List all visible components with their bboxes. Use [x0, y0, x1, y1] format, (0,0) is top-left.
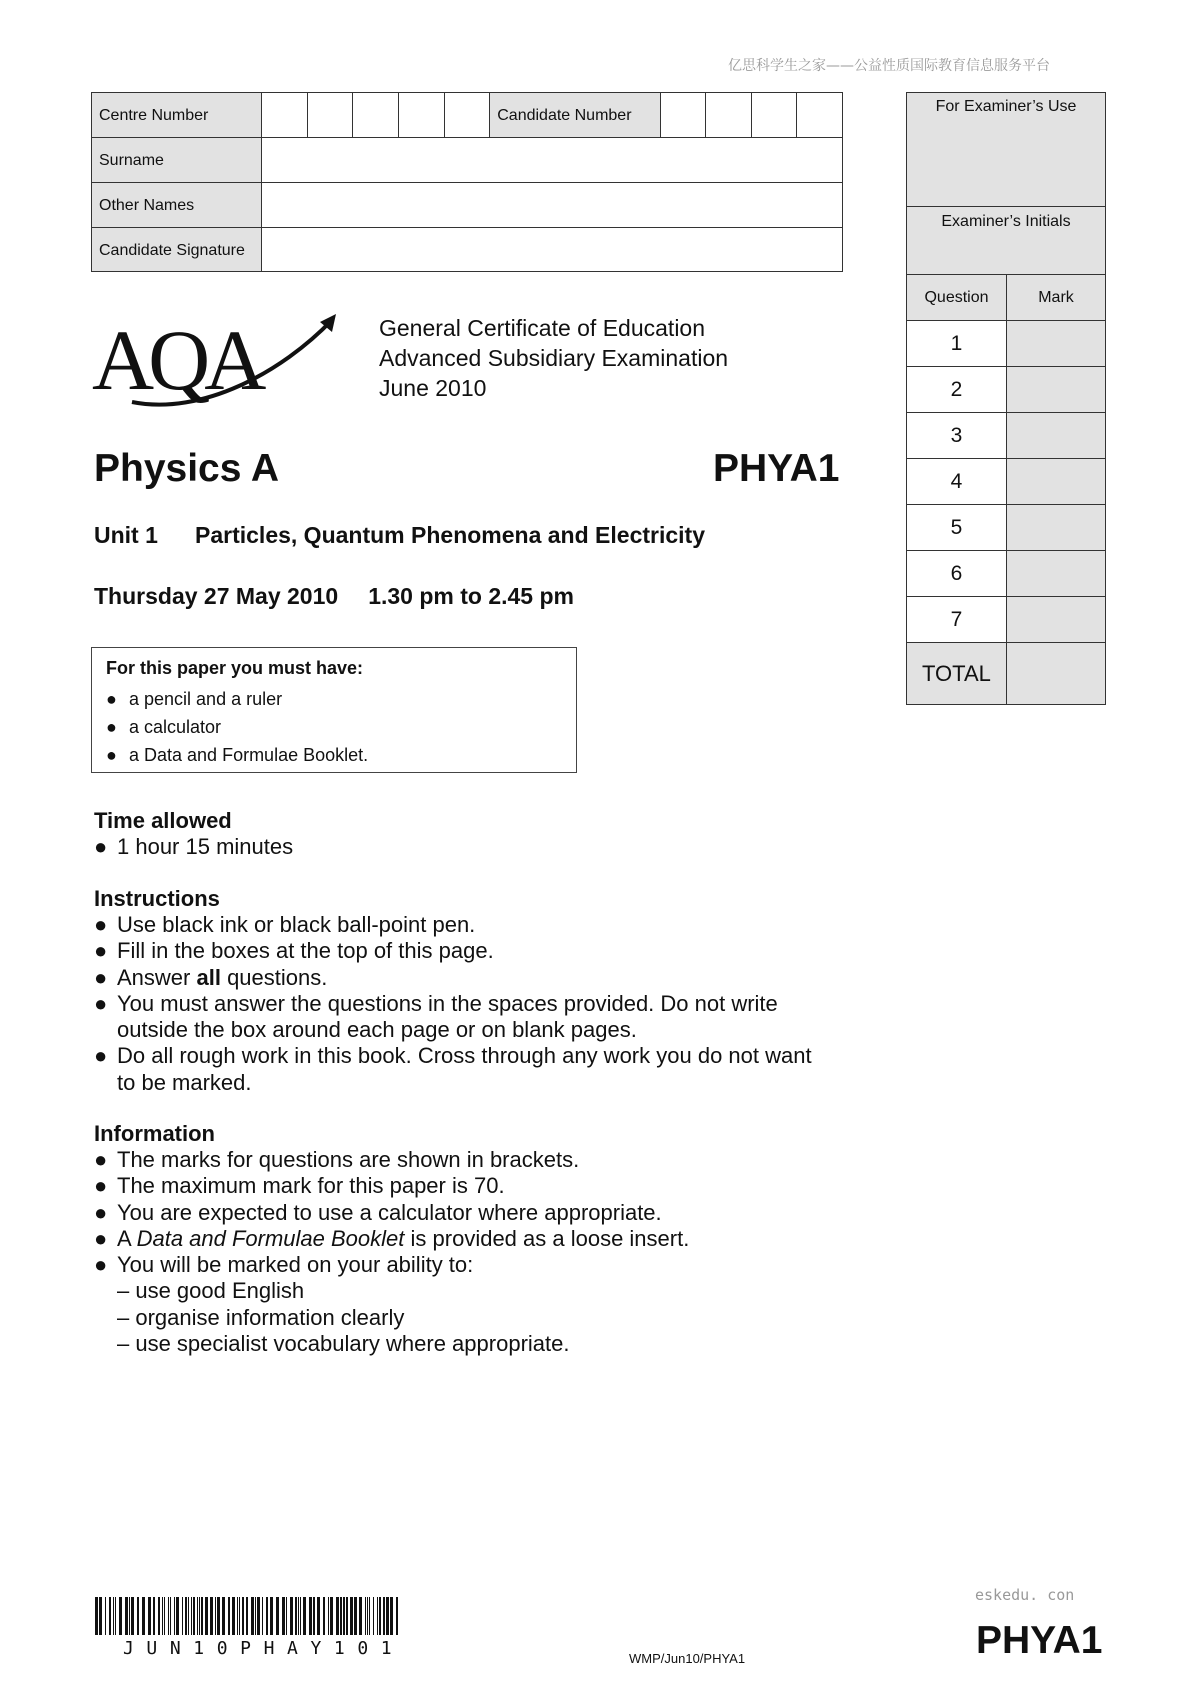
exam-datetime	[94, 583, 574, 610]
barcode-text: JUN10PHAY101	[123, 1638, 405, 1659]
barcode-bar	[383, 1597, 385, 1635]
instruction-item: ● Fill in the boxes at the top of this page.	[94, 938, 494, 964]
signature-field[interactable]	[262, 228, 843, 272]
candidate-number-box[interactable]	[797, 93, 843, 138]
question-number: 5	[907, 505, 1007, 551]
time-allowed-section	[94, 808, 293, 860]
barcode-bar	[217, 1597, 220, 1635]
barcode-bar	[232, 1597, 235, 1635]
barcode-bar	[164, 1597, 165, 1635]
instructions-section	[94, 886, 814, 1096]
aqa-logo	[92, 312, 342, 408]
paper-reference: WMP/Jun10/PHYA1	[629, 1651, 746, 1666]
barcode-bar	[386, 1597, 389, 1635]
barcode-bar	[210, 1597, 213, 1635]
barcode-bar	[199, 1597, 200, 1635]
barcode-bar	[168, 1597, 169, 1635]
examiner-table	[906, 92, 1106, 705]
barcode-bar	[115, 1597, 116, 1635]
barcode-bar	[176, 1597, 179, 1635]
centre-number-box[interactable]	[444, 93, 490, 138]
barcode-bar	[255, 1597, 256, 1635]
barcode-bar	[309, 1597, 312, 1635]
requirement-item: ● a pencil and a ruler	[106, 689, 283, 709]
barcode	[95, 1597, 400, 1635]
total-label: TOTAL	[907, 643, 1007, 705]
barcode-bar	[197, 1597, 198, 1635]
barcode-bar	[162, 1597, 163, 1635]
barcode-bar	[99, 1597, 102, 1635]
barcode-bar	[290, 1597, 293, 1635]
barcode-bar	[262, 1597, 263, 1635]
barcode-bar	[188, 1597, 189, 1635]
watermark: 亿思科学生之家——公益性质国际教育信息服务平台	[728, 58, 1050, 74]
requirements-box	[91, 647, 577, 773]
barcode-bar	[215, 1597, 216, 1635]
barcode-bar	[336, 1597, 339, 1635]
instruction-item: ● Answer all questions.	[94, 964, 328, 990]
subject-title: Physics A	[94, 447, 279, 490]
barcode-bar	[367, 1597, 368, 1635]
barcode-bar	[286, 1597, 287, 1635]
mark-cell[interactable]	[1007, 597, 1106, 643]
barcode-bar	[300, 1597, 301, 1635]
barcode-bar	[95, 1597, 98, 1635]
barcode-bar	[222, 1597, 225, 1635]
barcode-bar	[113, 1597, 114, 1635]
question-number: 4	[907, 459, 1007, 505]
paper-code: PHYA1	[713, 447, 840, 490]
barcode-bar	[137, 1597, 139, 1635]
barcode-bar	[346, 1597, 348, 1635]
requirement-item: ● a Data and Formulae Booklet.	[106, 745, 369, 765]
surname-field[interactable]	[262, 138, 843, 183]
time-allowed-title: Time allowed	[94, 808, 232, 833]
barcode-bar	[365, 1597, 366, 1635]
mark-cell[interactable]	[1007, 459, 1106, 505]
certificate-line: General Certificate of Education	[379, 315, 706, 341]
mark-cell[interactable]	[1007, 367, 1106, 413]
certificate-line: Advanced Subsidiary Examination	[379, 345, 729, 371]
information-item: ● The marks for questions are shown in brackets.	[94, 1147, 580, 1172]
candidate-details-table	[91, 92, 843, 272]
centre-number-box[interactable]	[307, 93, 353, 138]
barcode-bar	[191, 1597, 192, 1635]
barcode-bar	[396, 1597, 398, 1635]
footer-paper-code: PHYA1	[976, 1619, 1103, 1662]
aqa-logo-text: AQA	[92, 312, 261, 408]
other-names-field[interactable]	[262, 183, 843, 228]
certificate-line: June 2010	[379, 375, 487, 401]
barcode-bar	[282, 1597, 285, 1635]
centre-number-box[interactable]	[353, 93, 399, 138]
centre-number-box[interactable]	[262, 93, 308, 138]
barcode-bar	[237, 1597, 238, 1635]
barcode-bar	[125, 1597, 128, 1635]
information-item: ● You are expected to use a calculator where appropriate.	[94, 1199, 662, 1225]
barcode-bar	[266, 1597, 268, 1635]
barcode-bar	[228, 1597, 230, 1635]
barcode-bar	[350, 1597, 353, 1635]
surname-label: Surname	[92, 138, 262, 183]
information-title: Information	[94, 1121, 215, 1146]
question-number: 7	[907, 597, 1007, 643]
barcode-bar	[317, 1597, 320, 1635]
unit-heading	[94, 522, 705, 549]
information-sub-item: – organise information clearly	[117, 1304, 405, 1330]
exam-time: 1.30 pm to 2.45 pm	[368, 583, 574, 609]
barcode-bar	[270, 1597, 273, 1635]
barcode-bar	[377, 1597, 378, 1635]
information-item: ● You will be marked on your ability to:	[94, 1252, 474, 1278]
instructions-title: Instructions	[94, 886, 220, 911]
signature-label: Candidate Signature	[92, 228, 262, 272]
barcode-bar	[369, 1597, 370, 1635]
question-number: 3	[907, 413, 1007, 459]
information-sub-item: – use specialist vocabulary where appropriate.	[117, 1331, 570, 1357]
barcode-bar	[359, 1597, 362, 1635]
mark-cell[interactable]	[1007, 321, 1106, 367]
certificate-block	[379, 313, 728, 403]
information-section	[94, 1121, 814, 1357]
barcode-bar	[174, 1597, 175, 1635]
barcode-bar	[298, 1597, 299, 1635]
barcode-bar	[257, 1597, 260, 1635]
centre-number-box[interactable]	[399, 93, 445, 138]
question-number: 6	[907, 551, 1007, 597]
mark-header: Mark	[1007, 275, 1106, 321]
barcode-bar	[142, 1597, 145, 1635]
requirements-title: For this paper you must have:	[106, 658, 364, 678]
site-watermark: eskedu. con	[975, 1586, 1075, 1604]
other-names-label: Other Names	[92, 183, 262, 228]
mark-cell[interactable]	[1007, 505, 1106, 551]
unit-number: Unit 1	[94, 522, 158, 548]
barcode-bar	[328, 1597, 329, 1635]
barcode-bar	[182, 1597, 183, 1635]
mark-cell[interactable]	[1007, 551, 1106, 597]
question-header: Question	[907, 275, 1007, 321]
barcode-bar	[158, 1597, 160, 1635]
centre-number-label: Centre Number	[92, 93, 262, 138]
barcode-bar	[201, 1597, 203, 1635]
barcode-bar	[354, 1597, 357, 1635]
candidate-number-box[interactable]	[751, 93, 797, 138]
barcode-bar	[242, 1597, 244, 1635]
barcode-bar	[373, 1597, 374, 1635]
barcode-bar	[109, 1597, 111, 1635]
candidate-number-box[interactable]	[706, 93, 752, 138]
barcode-bar	[239, 1597, 240, 1635]
information-sub-item: – use good English	[117, 1278, 305, 1304]
instruction-item: ● Do all rough work in this book. Cross through any work you do not want to be marked.	[94, 1043, 812, 1095]
barcode-bar	[276, 1597, 279, 1635]
barcode-bar	[246, 1597, 248, 1635]
examiners-initials-label: Examiner’s Initials	[907, 207, 1106, 275]
candidate-number-label: Candidate Number	[490, 93, 660, 138]
barcode-bar	[340, 1597, 342, 1635]
barcode-bar	[323, 1597, 325, 1635]
barcode-bar	[148, 1597, 151, 1635]
barcode-bar	[313, 1597, 315, 1635]
total-mark-cell[interactable]	[1007, 643, 1106, 705]
question-number: 1	[907, 321, 1007, 367]
exam-date: Thursday 27 May 2010	[94, 583, 339, 609]
barcode-bar	[185, 1597, 187, 1635]
barcode-bar	[129, 1597, 130, 1635]
time-allowed-item: ● 1 hour 15 minutes	[94, 834, 294, 859]
unit-title: Particles, Quantum Phenomena and Electricity	[195, 522, 705, 548]
information-item: ● A Data and Formulae Booklet is provided as a loose insert.	[94, 1225, 690, 1251]
examiners-use-label: For Examiner’s Use	[907, 93, 1106, 207]
barcode-bar	[153, 1597, 155, 1635]
barcode-bar	[193, 1597, 195, 1635]
barcode-bar	[205, 1597, 208, 1635]
information-item: ● The maximum mark for this paper is 70.	[94, 1173, 505, 1199]
barcode-bar	[170, 1597, 171, 1635]
barcode-bar	[131, 1597, 134, 1635]
barcode-bar	[303, 1597, 306, 1635]
question-number: 2	[907, 367, 1007, 413]
barcode-bar	[119, 1597, 122, 1635]
instruction-item: ● You must answer the questions in the spaces provided. Do not write outside the box around each page or on blank pages.	[94, 990, 778, 1043]
barcode-bar	[379, 1597, 381, 1635]
barcode-bar	[330, 1597, 333, 1635]
candidate-number-box[interactable]	[660, 93, 706, 138]
barcode-bar	[343, 1597, 345, 1635]
barcode-bar	[105, 1597, 106, 1635]
barcode-bar	[251, 1597, 254, 1635]
mark-cell[interactable]	[1007, 413, 1106, 459]
barcode-bar	[390, 1597, 393, 1635]
instruction-item: ● Use black ink or black ball-point pen.	[94, 912, 476, 937]
requirement-item: ● a calculator	[106, 717, 222, 737]
barcode-bar	[295, 1597, 297, 1635]
